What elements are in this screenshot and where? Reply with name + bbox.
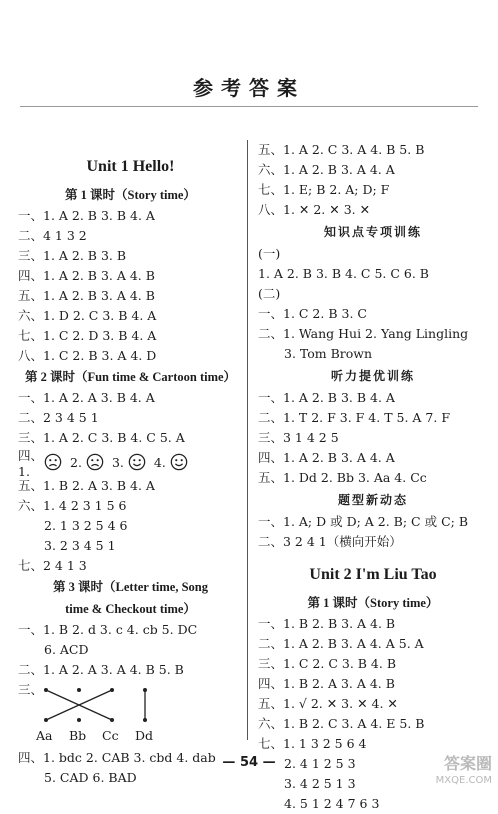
answer-line: 五、1. √ 2. ✕ 3. ✕ 4. ✕ xyxy=(258,696,398,711)
answer-line: 一、1. A 2. B 3. B 4. A xyxy=(258,390,395,405)
answer-line: 一、1. A 2. B 3. B 4. A xyxy=(18,208,155,223)
answer-line: 二、1. T 2. F 3. F 4. T 5. A 7. F xyxy=(258,410,450,425)
answer-line: 七、2 4 1 3 xyxy=(18,558,87,573)
section-listening-title: 听力提优训练 xyxy=(330,369,415,383)
unit1-title: Unit 1 Hello! xyxy=(86,158,175,175)
answer-line: (二) xyxy=(258,286,281,301)
lesson2-title: 第 2 课时（Fun time & Cartoon time） xyxy=(24,370,237,384)
faces-prefix: 四、1. xyxy=(18,447,44,479)
matching-answer xyxy=(18,680,243,748)
answer-line: 3. 2 3 4 5 1 xyxy=(44,538,116,553)
face-number: 4. xyxy=(153,454,166,470)
answer-line: 6. ACD xyxy=(44,642,89,657)
letter-pair: Dd xyxy=(135,728,154,743)
answer-line: 五、1. B 2. A 3. B 4. A xyxy=(18,478,155,493)
answer-line: 六、1. D 2. C 3. B 4. A xyxy=(18,308,157,323)
left-column xyxy=(18,140,243,788)
answer-line: 一、1. A 2. A 3. B 4. A xyxy=(18,390,155,405)
column-divider xyxy=(247,140,248,740)
answer-line: 五、1. Dd 2. Bb 3. Aa 4. Cc xyxy=(258,470,427,485)
answer-line: 五、1. A 2. C 3. A 4. B 5. B xyxy=(258,142,425,157)
matching-label: 三、 xyxy=(18,682,44,697)
watermark-logo xyxy=(420,754,492,794)
answer-line: 4. 5 1 2 4 7 6 3 xyxy=(284,796,380,811)
answer-line: 二、3 2 4 1（横向开始） xyxy=(258,534,402,549)
answer-line: 三、3 1 4 2 5 xyxy=(258,430,339,445)
answer-line: 六、1. 4 2 3 1 5 6 xyxy=(18,498,127,513)
answer-line: (一) xyxy=(258,246,281,261)
section-new-title: 题型新动态 xyxy=(337,493,408,507)
matching-lines-diagram xyxy=(40,682,170,728)
face-item xyxy=(154,453,188,471)
answer-line: 六、1. A 2. B 3. A 4. A xyxy=(258,162,395,177)
answer-line: 七、1. C 2. D 3. B 4. A xyxy=(18,328,157,343)
answer-line: 八、1. ✕ 2. ✕ 3. ✕ xyxy=(258,202,371,217)
answer-line: 2. 4 1 2 5 3 xyxy=(284,756,356,771)
sad-face-icon xyxy=(44,453,62,471)
letter-pair: Cc xyxy=(102,728,119,743)
answer-line: 1. A 2. B 3. B 4. C 5. C 6. B xyxy=(258,266,429,281)
answer-line: 3. Tom Brown xyxy=(284,346,373,361)
answer-line: 四、1. A 2. B 3. A 4. A xyxy=(258,450,395,465)
answer-line: 二、1. A 2. B 3. A 4. A 5. A xyxy=(258,636,424,651)
matching-letters xyxy=(36,728,168,743)
lesson3-title: 第 3 课时（Letter time, Song xyxy=(53,580,208,594)
unit2-title: Unit 2 I'm Liu Tao xyxy=(309,566,437,583)
letter-pair: Bb xyxy=(69,728,87,743)
face-item xyxy=(70,453,104,471)
answer-line: 七、1. E; B 2. A; D; F xyxy=(258,182,390,197)
lesson1-title: 第 1 课时（Story time） xyxy=(65,188,196,202)
header-rule xyxy=(20,106,478,107)
answer-line: 四、1. bdc 2. CAB 3. cbd 4. dab xyxy=(18,750,216,765)
answer-line: 七、1. 1 3 2 5 6 4 xyxy=(258,736,367,751)
face-number: 2. xyxy=(70,454,82,470)
answer-line: 2. 1 3 2 5 4 6 xyxy=(44,518,128,533)
face-number: 3. xyxy=(111,454,124,470)
watermark-cn: 答案圈 xyxy=(443,754,492,773)
answer-line: 一、1. A; D 或 D; A 2. B; C 或 C; B xyxy=(258,514,469,529)
happy-face-icon xyxy=(128,453,146,471)
sad-face-icon xyxy=(86,453,104,471)
answer-line: 三、1. A 2. C 3. B 4. C 5. A xyxy=(18,430,185,445)
answer-line: 八、1. C 2. B 3. A 4. D xyxy=(18,348,157,363)
answer-line: 二、4 1 3 2 xyxy=(18,228,87,243)
answer-line: 四、1. B 2. A 3. A 4. B xyxy=(258,676,395,691)
watermark-en: MXQE.COM xyxy=(435,775,492,786)
answer-line: 六、1. B 2. C 3. A 4. E 5. B xyxy=(258,716,425,731)
happy-face-icon xyxy=(170,453,188,471)
answer-line: 3. 4 2 5 1 3 xyxy=(284,776,356,791)
answer-line: 一、1. C 2. B 3. C xyxy=(258,306,367,321)
face-item xyxy=(44,453,62,471)
answer-line: 三、1. A 2. B 3. B xyxy=(18,248,127,263)
answer-line: 二、1. Wang Hui 2. Yang Lingling xyxy=(258,326,469,341)
page-number: — 54 — xyxy=(222,755,276,770)
u2-lesson1-title: 第 1 课时（Story time） xyxy=(307,596,439,610)
answer-line: 一、1. B 2. B 3. A 4. B xyxy=(258,616,396,631)
answer-line: 三、1. C 2. C 3. B 4. B xyxy=(258,656,397,671)
section-knowledge-title: 知识点专项训练 xyxy=(323,225,422,239)
answer-line: 四、1. A 2. B 3. A 4. B xyxy=(18,268,155,283)
answer-line: 五、1. A 2. B 3. A 4. B xyxy=(18,288,155,303)
page-title: 参考答案 xyxy=(193,76,305,100)
letter-pair: Aa xyxy=(36,728,53,743)
answer-line: 一、1. B 2. d 3. c 4. cb 5. DC xyxy=(18,622,198,637)
answer-line: 二、1. A 2. A 3. A 4. B 5. B xyxy=(18,662,184,677)
answer-line: 二、2 3 4 5 1 xyxy=(18,410,99,425)
right-column xyxy=(258,140,488,814)
lesson3-title-cont: time & Checkout time） xyxy=(65,602,196,616)
face-item xyxy=(112,453,146,471)
faces-answer-row xyxy=(18,447,243,479)
answer-line: 5. CAD 6. BAD xyxy=(44,770,137,785)
